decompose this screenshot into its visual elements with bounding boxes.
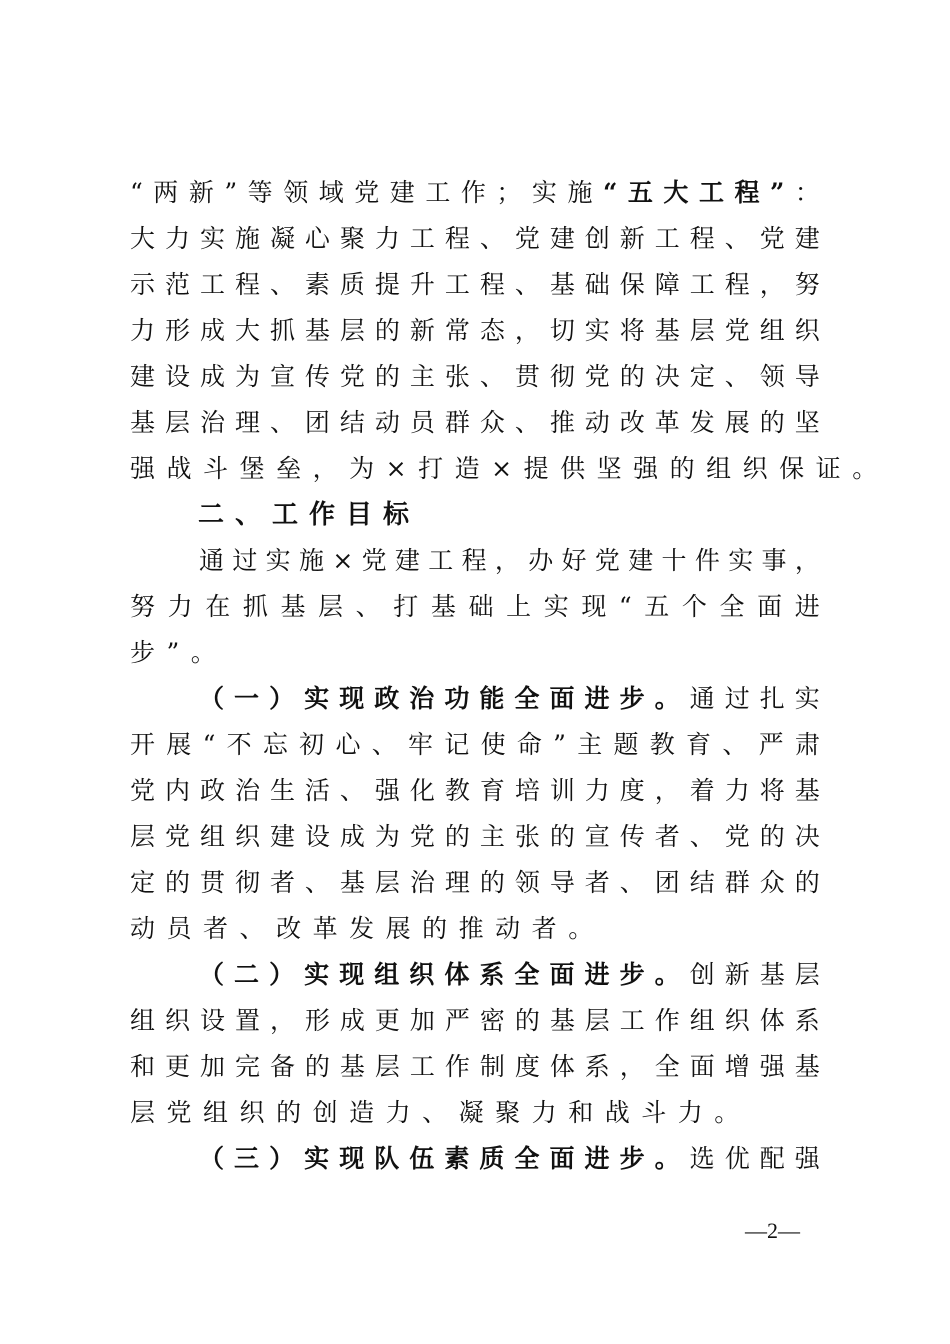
text-line: （ 二 ） 实 现 组 织 体 系 全 面 进 步 。 创 新 基 层 — [199, 960, 820, 989]
text-line: 建 设 成 为 宣 传 党 的 主 张 、 贯 彻 党 的 决 定 、 领 导 — [130, 362, 820, 391]
text-line: 党 内 政 治 生 活 、 强 化 教 育 培 训 力 度 ， 着 力 将 基 — [130, 776, 820, 805]
text-line: 力 形 成 大 抓 基 层 的 新 常 态 ， 切 实 将 基 层 党 组 织 — [130, 316, 820, 345]
paragraph-goals — [130, 538, 820, 676]
text-line: （ 一 ） 实 现 政 治 功 能 全 面 进 步 。 通 过 扎 实 — [199, 684, 820, 713]
text-line: 开 展 “ 不 忘 初 心 、 牢 记 使 命 ” 主 题 教 育 、 严 肃 — [130, 730, 820, 759]
text-line: 动 员 者 、 改 革 发 展 的 推 动 者 。 — [130, 914, 594, 943]
text-line: 和 更 加 完 备 的 基 层 工 作 制 度 体 系 ， 全 面 增 强 基 — [130, 1052, 820, 1081]
text-line: 示 范 工 程 、 素 质 提 升 工 程 、 基 础 保 障 工 程 ， 努 — [130, 270, 820, 299]
text-line: 组 织 设 置 ， 形 成 更 加 严 密 的 基 层 工 作 组 织 体 系 — [130, 1006, 820, 1035]
text-line: （ 三 ） 实 现 队 伍 素 质 全 面 进 步 。 选 优 配 强 — [199, 1144, 820, 1173]
text-line: “ 两 新 ” 等 领 域 党 建 工 作 ； 实 施 “ 五 大 工 程 ” ： — [130, 178, 820, 207]
text-line: 强 战 斗 堡 垒 ， 为 × 打 造 × 提 供 坚 强 的 组 织 保 证 。 — [130, 454, 878, 483]
paragraph-organization-system — [130, 952, 820, 1136]
page-number: —2— — [745, 1218, 800, 1243]
text-line: 层 党 组 织 的 创 造 力 、 凝 聚 力 和 战 斗 力 。 — [130, 1098, 740, 1127]
text-line: 步 ” 。 — [130, 638, 216, 667]
paragraph-political-function — [130, 676, 820, 952]
paragraph-intro — [130, 170, 878, 492]
text-line: 通 过 实 施 × 党 建 工 程 ， 办 好 党 建 十 件 实 事 ， — [199, 546, 820, 575]
text-line: 基 层 治 理 、 团 结 动 员 群 众 、 推 动 改 革 发 展 的 坚 — [130, 408, 820, 437]
text-line: 定 的 贯 彻 者 、 基 层 治 理 的 领 导 者 、 团 结 群 众 的 — [130, 868, 820, 897]
text-line: 努 力 在 抓 基 层 、 打 基 础 上 实 现 “ 五 个 全 面 进 — [130, 592, 820, 621]
section-heading: 二、工作目标 — [198, 500, 421, 530]
text-line: 层 党 组 织 建 设 成 为 党 的 主 张 的 宣 传 者 、 党 的 决 — [130, 822, 820, 851]
text-line: 大 力 实 施 凝 心 聚 力 工 程 、 党 建 创 新 工 程 、 党 建 — [130, 224, 820, 253]
paragraph-team-quality — [130, 1136, 820, 1182]
